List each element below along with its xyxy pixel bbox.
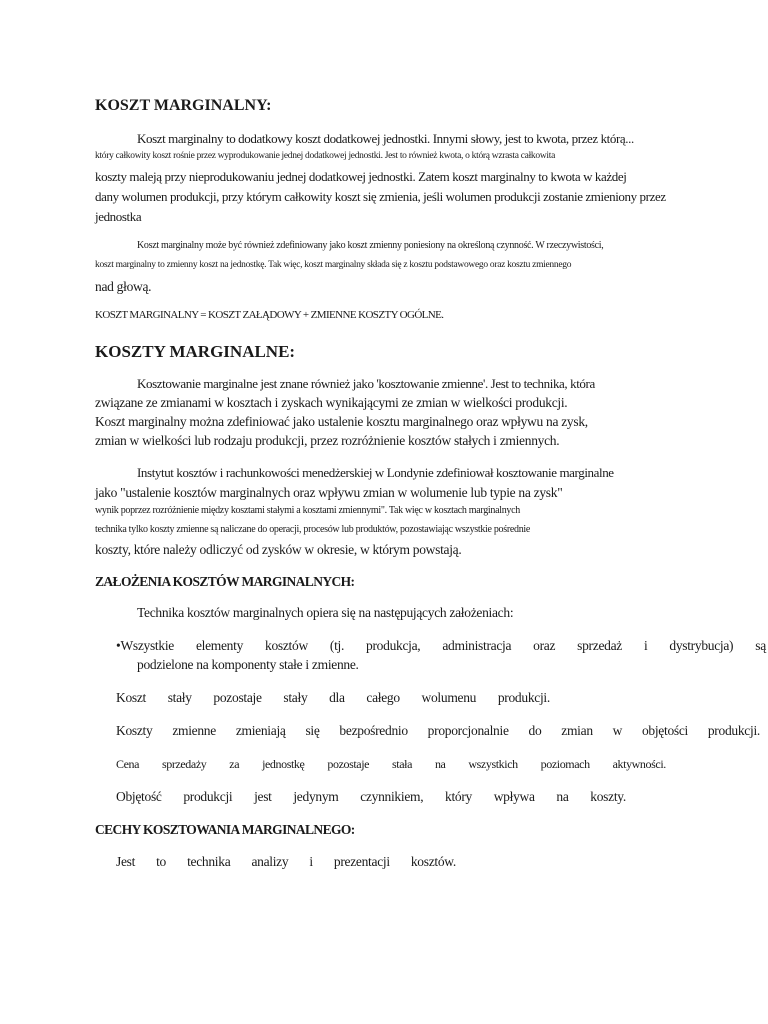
bullet-word: (tj. [329, 638, 345, 653]
word: wolumenu [421, 690, 477, 705]
word: prezentacji [333, 854, 390, 869]
word: pozostaje [327, 757, 370, 771]
word: jednostkę [262, 757, 305, 771]
bullet-word: kosztów [265, 638, 308, 653]
heading-koszt-marginalny: KOSZT MARGINALNY: [95, 97, 272, 114]
word: wpływa [493, 789, 535, 804]
word: jedynym [293, 789, 339, 804]
paragraph-line: Koszt marginalny może być również zdefiniowany jako koszt zmienny poniesiony na określoną czynność. W rzeczywistości, [137, 240, 604, 251]
paragraph-line: Instytut kosztów i rachunkowości menedżerskiej w Londynie zdefiniował kosztowanie marginalne [137, 465, 614, 480]
paragraph-line: związane ze zmianami w kosztach i zyskach wynikającymi ze zmian w wielkości produkcji. [95, 395, 568, 410]
paragraph-line: Koszt marginalny to dodatkowy koszt dodatkowej jednostki. Innymi słowy, jest to kwota, przez którą... [137, 131, 634, 146]
paragraph-line: Kosztowanie marginalne jest znane również jako 'kosztowanie zmienne'. Jest to technika, która [137, 376, 595, 391]
word: za [229, 757, 240, 771]
bullet-word: dystrybucja) [669, 638, 734, 653]
paragraph-line: jednostka [95, 209, 142, 224]
word: Objętość [116, 789, 162, 804]
heading-zalozenia: ZAŁOŻENIA KOSZTÓW MARGINALNYCH: [95, 574, 355, 589]
word: Cena [116, 757, 140, 771]
word: na [556, 789, 569, 804]
bullet-word [116, 639, 174, 653]
word: kosztów. [410, 854, 456, 869]
word: wszystkich [468, 757, 518, 771]
word: objętości [641, 723, 688, 738]
word: Koszty [116, 723, 153, 738]
word: dla [329, 690, 345, 705]
paragraph-line: zmian w wielkości lub rodzaju produkcji, przez rozróżnienie kosztów stałych i zmiennych. [95, 433, 560, 448]
paragraph-line: który całkowity koszt rośnie przez wyprodukowanie jednej dodatkowej jednostki. Jest to również kwota, o którą wzrasta całkowita [95, 151, 555, 161]
word: na [434, 757, 446, 771]
bullet-word: produkcja, [366, 638, 421, 653]
bullet-marker: • [116, 638, 121, 653]
paragraph-line: dany wolumen produkcji, przy którym całkowity koszt się zmienia, jeśli wolumen produkcji zostanie zmieniony przez [95, 189, 666, 204]
word: Koszt [116, 690, 146, 705]
word: proporcjonalnie [427, 723, 509, 738]
word: to [156, 854, 167, 869]
word: jest [254, 789, 272, 804]
bullet-word: są [755, 638, 766, 653]
word: który [445, 789, 473, 804]
paragraph-line: koszty, które należy odliczyć od zysków w okresie, w którym powstają. [95, 542, 462, 557]
list-item [116, 691, 550, 705]
word: technika [187, 854, 231, 869]
list-item [116, 724, 760, 738]
word: bezpośrednio [339, 723, 408, 738]
word: stały [283, 690, 308, 705]
list-item [116, 790, 626, 804]
word: pozostaje [213, 690, 262, 705]
paragraph-line: wynik poprzez rozróżnienie między kosztami stałymi a kosztami zmiennymi". Tak więc w kosztach marginalnych [95, 505, 520, 516]
heading-cechy: CECHY KOSZTOWANIA MARGINALNEGO: [95, 822, 355, 837]
word: produkcji. [497, 690, 550, 705]
list-item [116, 758, 666, 770]
bullet-word: administracja [442, 638, 512, 653]
formula: KOSZT MARGINALNY = KOSZT ZAŁĄDOWY + ZMIENNE KOSZTY OGÓLNE. [95, 309, 444, 321]
word: zmieniają [235, 723, 286, 738]
word: sprzedaży [161, 757, 207, 771]
paragraph-line: technika tylko koszty zmienne są naliczane do operacji, procesów lub produktów, pozostawiając wszystkie pośrednie [95, 524, 531, 535]
bullet-word: sprzedaż [577, 638, 622, 653]
bullet-continuation: podzielone na komponenty stałe i zmienne. [137, 657, 359, 672]
word: stała [392, 757, 413, 771]
paragraph-line: koszty maleją przy nieprodukowaniu jednej dodatkowej jednostki. Zatem koszt marginalny to kwota w każdej [95, 169, 627, 184]
word: koszty. [590, 789, 626, 804]
word: do [528, 723, 542, 738]
word: poziomach [540, 757, 590, 771]
bullet-line [116, 639, 766, 653]
word: zmian [561, 723, 593, 738]
word: i [309, 854, 313, 869]
bullet-word: elementy [195, 638, 244, 653]
word: w [612, 723, 623, 738]
paragraph-line: nad głową. [95, 279, 152, 294]
paragraph-line: koszt marginalny to zmienny koszt na jednostkę. Tak więc, koszt marginalny składa się z kosztu podstawowego oraz kosztu zmiennego [95, 260, 572, 270]
word: analizy [251, 854, 289, 869]
word: czynnikiem, [360, 789, 424, 804]
word: stały [167, 690, 192, 705]
word: się [305, 723, 320, 738]
bullet-word: i [643, 638, 648, 653]
word: zmienne [172, 723, 216, 738]
word: całego [366, 690, 400, 705]
bullet-word: Wszystkie [120, 638, 174, 653]
word: produkcji [183, 789, 233, 804]
bullet-word: oraz [533, 638, 556, 653]
word: produkcji. [707, 723, 760, 738]
list-item [116, 855, 456, 869]
paragraph-line: Koszt marginalny można zdefiniować jako ustalenie kosztu marginalnego oraz wpływu na zysk, [95, 414, 588, 429]
word: Jest [116, 854, 136, 869]
paragraph-line: jako "ustalenie kosztów marginalnych oraz wpływu zmian w wolumenie lub typie na zysk" [95, 485, 563, 500]
word: aktywności. [612, 757, 666, 771]
paragraph-line: Technika kosztów marginalnych opiera się na następujących założeniach: [137, 605, 514, 620]
heading-koszty-marginalne: KOSZTY MARGINALNE: [95, 342, 296, 361]
